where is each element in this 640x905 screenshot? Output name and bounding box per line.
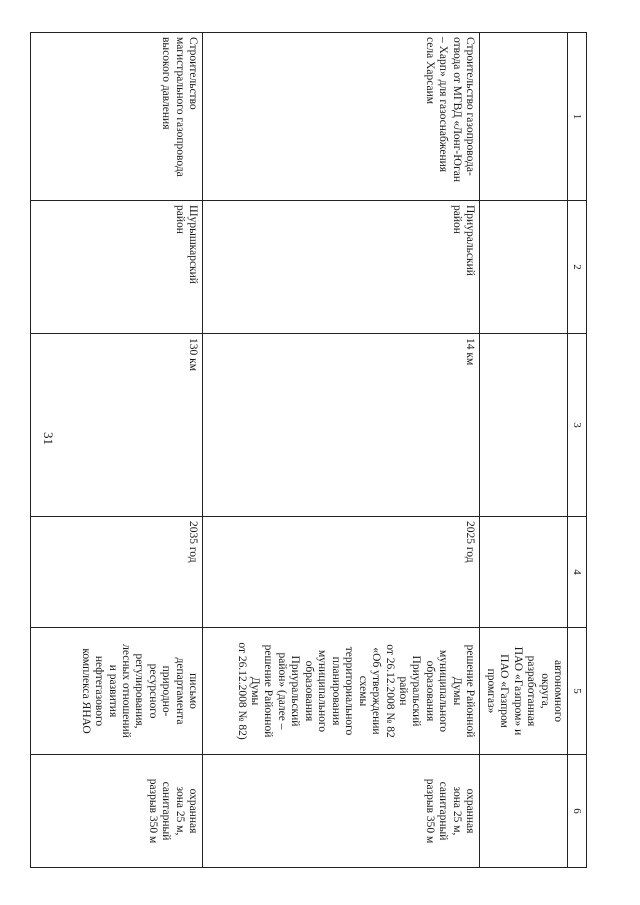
location-cell bbox=[480, 201, 568, 334]
table-row bbox=[31, 33, 203, 868]
location-cell: Приуральский район bbox=[203, 201, 480, 334]
column-number: 5 bbox=[568, 628, 587, 755]
basis-cell: решение Районной Думы муниципального образования Приуральский район от 26.12.2008 № 82 «Об утверждении схемы территориального планирования муниципального образования Приуральский район» (далее – решение Районной Думы от 26.12.2008 № 82) bbox=[203, 628, 480, 755]
column-number-row bbox=[568, 33, 587, 868]
document-table bbox=[30, 32, 587, 868]
table-row bbox=[203, 33, 480, 868]
zone-cell: охранная зона 25 м, санитарный разрыв 350 м bbox=[203, 755, 480, 868]
location-cell: Шурышкарский район bbox=[31, 201, 203, 334]
length-cell bbox=[480, 334, 568, 517]
page-number: 31 bbox=[41, 432, 56, 445]
column-number: 4 bbox=[568, 517, 587, 628]
column-number: 2 bbox=[568, 201, 587, 334]
document-table-wrapper bbox=[68, 32, 587, 867]
basis-cell: письмо департамента природно- ресурсного регулирования, лесных отношений и развития нефтегазового комплекса ЯНАО bbox=[31, 628, 203, 755]
column-number: 6 bbox=[568, 755, 587, 868]
term-cell bbox=[480, 517, 568, 628]
column-number: 1 bbox=[568, 33, 587, 201]
basis-cell: автономного округа, разработанная ПАО «Газпром» и ПАО «Газпром промгаз» bbox=[480, 628, 568, 755]
term-cell: 2035 год bbox=[31, 517, 203, 628]
table-row bbox=[480, 33, 568, 868]
zone-cell: охранная зона 25 м, санитарный разрыв 350 м bbox=[31, 755, 203, 868]
document-table-rotated bbox=[68, 32, 587, 867]
object-name-cell: Строительство магистрального газопровода высокого давления bbox=[31, 33, 203, 201]
length-cell: 130 км bbox=[31, 334, 203, 517]
term-cell: 2025 год bbox=[203, 517, 480, 628]
column-number: 3 bbox=[568, 334, 587, 517]
zone-cell bbox=[480, 755, 568, 868]
object-name-cell bbox=[480, 33, 568, 201]
object-name-cell: Строительство газопровода- отвода от МГВД «Лонг-Юган – Харп» для газоснабжения села Харсаим bbox=[203, 33, 480, 201]
length-cell: 14 км bbox=[203, 334, 480, 517]
